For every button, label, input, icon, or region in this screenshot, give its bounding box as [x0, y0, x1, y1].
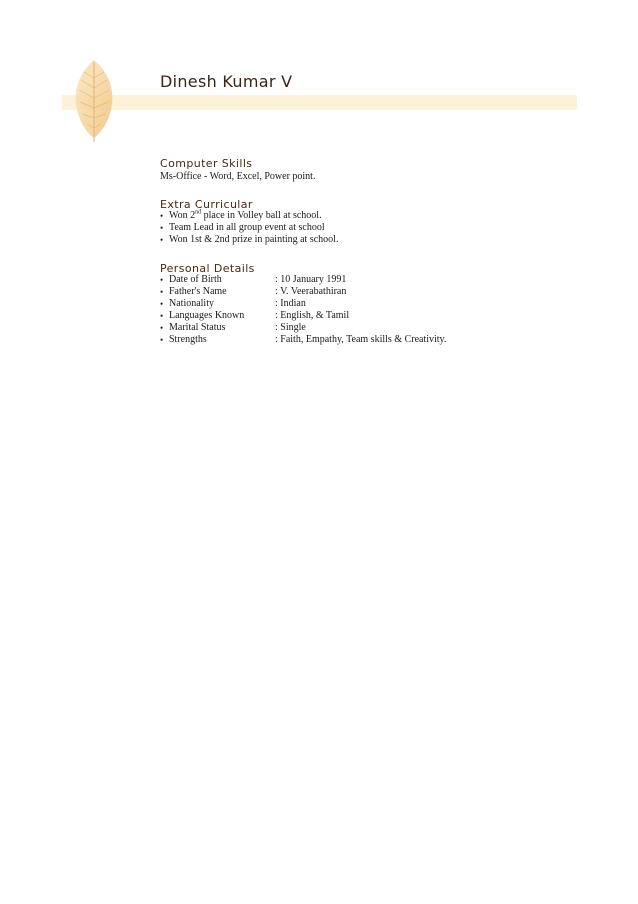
- detail-label: • Strengths: [169, 334, 207, 345]
- list-item-text: Won 2: [169, 210, 196, 221]
- detail-row: [160, 286, 446, 298]
- candidate-name: Dinesh Kumar V: [160, 72, 293, 91]
- detail-label: • Nationality: [169, 298, 214, 309]
- detail-value: : 10 January 1991: [275, 274, 347, 285]
- extra-curricular-list: [160, 210, 338, 246]
- list-item: [160, 210, 338, 222]
- leaf-decoration-icon: [72, 58, 116, 144]
- detail-value: : Single: [275, 322, 306, 333]
- computer-skills-heading: Computer Skills: [160, 157, 253, 170]
- header-band: [62, 95, 577, 110]
- ordinal-suffix: nd: [195, 209, 202, 216]
- list-item: • Won 1st & 2nd prize in painting at school.: [160, 234, 338, 246]
- detail-label: • Marital Status: [169, 322, 226, 333]
- list-item-text: place in Volley ball at school.: [201, 210, 322, 221]
- detail-row: [160, 334, 446, 346]
- detail-label: • Languages Known: [169, 310, 245, 321]
- detail-row: [160, 274, 446, 286]
- personal-details-heading: Personal Details: [160, 262, 255, 275]
- personal-details-list: [160, 274, 446, 346]
- detail-row: [160, 310, 446, 322]
- detail-label: • Date of Birth: [169, 274, 222, 285]
- detail-value: : Indian: [275, 298, 306, 309]
- extra-curricular-heading: Extra Curricular: [160, 198, 253, 211]
- detail-value: : English, & Tamil: [275, 310, 350, 321]
- detail-value: : Faith, Empathy, Team skills & Creativity.: [275, 334, 447, 345]
- detail-row: [160, 298, 446, 310]
- computer-skills-text: Ms-Office - Word, Excel, Power point.: [160, 171, 316, 182]
- detail-value: : V. Veerabathiran: [275, 286, 347, 297]
- list-item: • Team Lead in all group event at school: [160, 222, 338, 234]
- detail-label: • Father's Name: [169, 286, 227, 297]
- detail-row: [160, 322, 446, 334]
